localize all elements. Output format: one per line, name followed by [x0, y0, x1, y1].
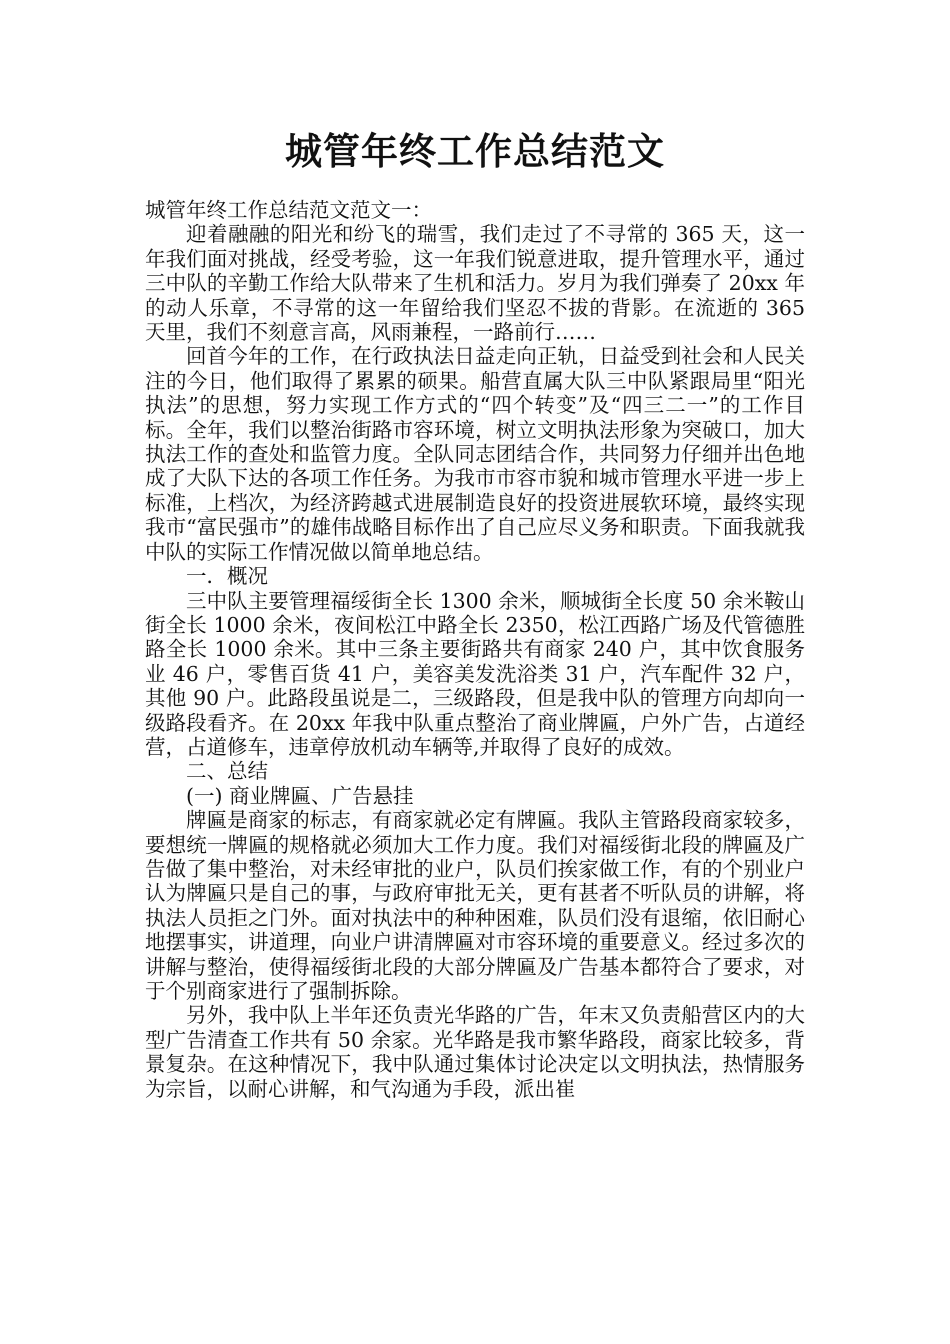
subsection-heading: (一) 商业牌匾、广告悬挂	[186, 783, 414, 808]
paragraph: 迎着融融的阳光和纷飞的瑞雪，我们走过了不寻常的 365 天，这一年我们面对挑战，经受考验，这一年我们锐意进取，提升管理水平，通过三中队的辛勤工作给大队带来了生机和活力。岁月为我们弹奏了 20xx 年的动人乐章，不寻常的这一年留给我们坚忍不拔的背影。在流逝的 365 天里，我们不刻意言高，风雨兼程，一路前行……	[145, 222, 805, 345]
section-heading: 一．概况	[186, 564, 268, 589]
paragraph: 回首今年的工作，在行政执法日益走向正轨，日益受到社会和人民关注的今日，他们取得了累累的硕果。船营直属大队三中队紧跟局里“阳光执法”的思想，努力实现工作方式的“四个转变”及“四三二一”的工作目标。全年，我们以整治街路市容环境，树立文明执法形象为突破口，加大执法工作的查处和监管力度。全队同志团结合作，共同努力仔细并出色地成了大队下达的各项工作任务。为我市市容市貌和城市管理水平进一步上标准，上档次，为经济跨越式进展制造良好的投资进展软环境，最终实现我市“富民强市”的雄伟战略目标作出了自己应尽义务和职责。下面我就我中队的实际工作情况做以简单地总结。	[145, 344, 805, 564]
section-heading: 二、总结	[186, 759, 268, 784]
paragraph: 城管年终工作总结范文范文一：	[145, 198, 432, 222]
paragraph: 牌匾是商家的标志，有商家就必定有牌匾。我队主管路段商家较多，要想统一牌匾的规格就必须加大工作力度。我们对福绥街北段的牌匾及广告做了集中整治，对未经审批的业户，队员们挨家做工作，有的个别业户认为牌匾只是自己的事，与政府审批无关，更有甚者不听队员的讲解，将执法人员拒之门外。面对执法中的种种困难，队员们没有退缩，依旧耐心地摆事实，讲道理，向业户讲清牌匾对市容环境的重要意义。经过多次的讲解与整治，使得福绥街北段的大部分牌匾及广告基本都符合了要求，对于个别商家进行了强制拆除。	[145, 808, 805, 1003]
document-body	[145, 198, 805, 1101]
document-title: 城管年终工作总结范文	[285, 130, 665, 173]
paragraph: 另外，我中队上半年还负责光华路的广告，年末又负责船营区内的大型广告清查工作共有 50 余家。光华路是我市繁华路段，商家比较多，背景复杂。在这种情况下，我中队通过集体讨论决定以文明执法，热情服务为宗旨，以耐心讲解，和气沟通为手段，派出崔	[145, 1003, 805, 1101]
paragraph: 三中队主要管理福绥街全长 1300 余米，顺城街全长度 50 余米鞍山街全长 1000 余米，夜间松江中路全长 2350，松江西路广场及代管德胜路全长 1000 余米。其中三条主要街路共有商家 240 户，其中饮食服务业 46 户，零售百货 41 户，美容美发洗浴类 31 户，汽车配件 32 户，其他 90 户。此路段虽说是二，三级路段，但是我中队的管理方向却向一级路段看齐。在 20xx 年我中队重点整治了商业牌匾，户外广告，占道经营，占道修车，违章停放机动车辆等,并取得了良好的成效。	[145, 588, 805, 759]
